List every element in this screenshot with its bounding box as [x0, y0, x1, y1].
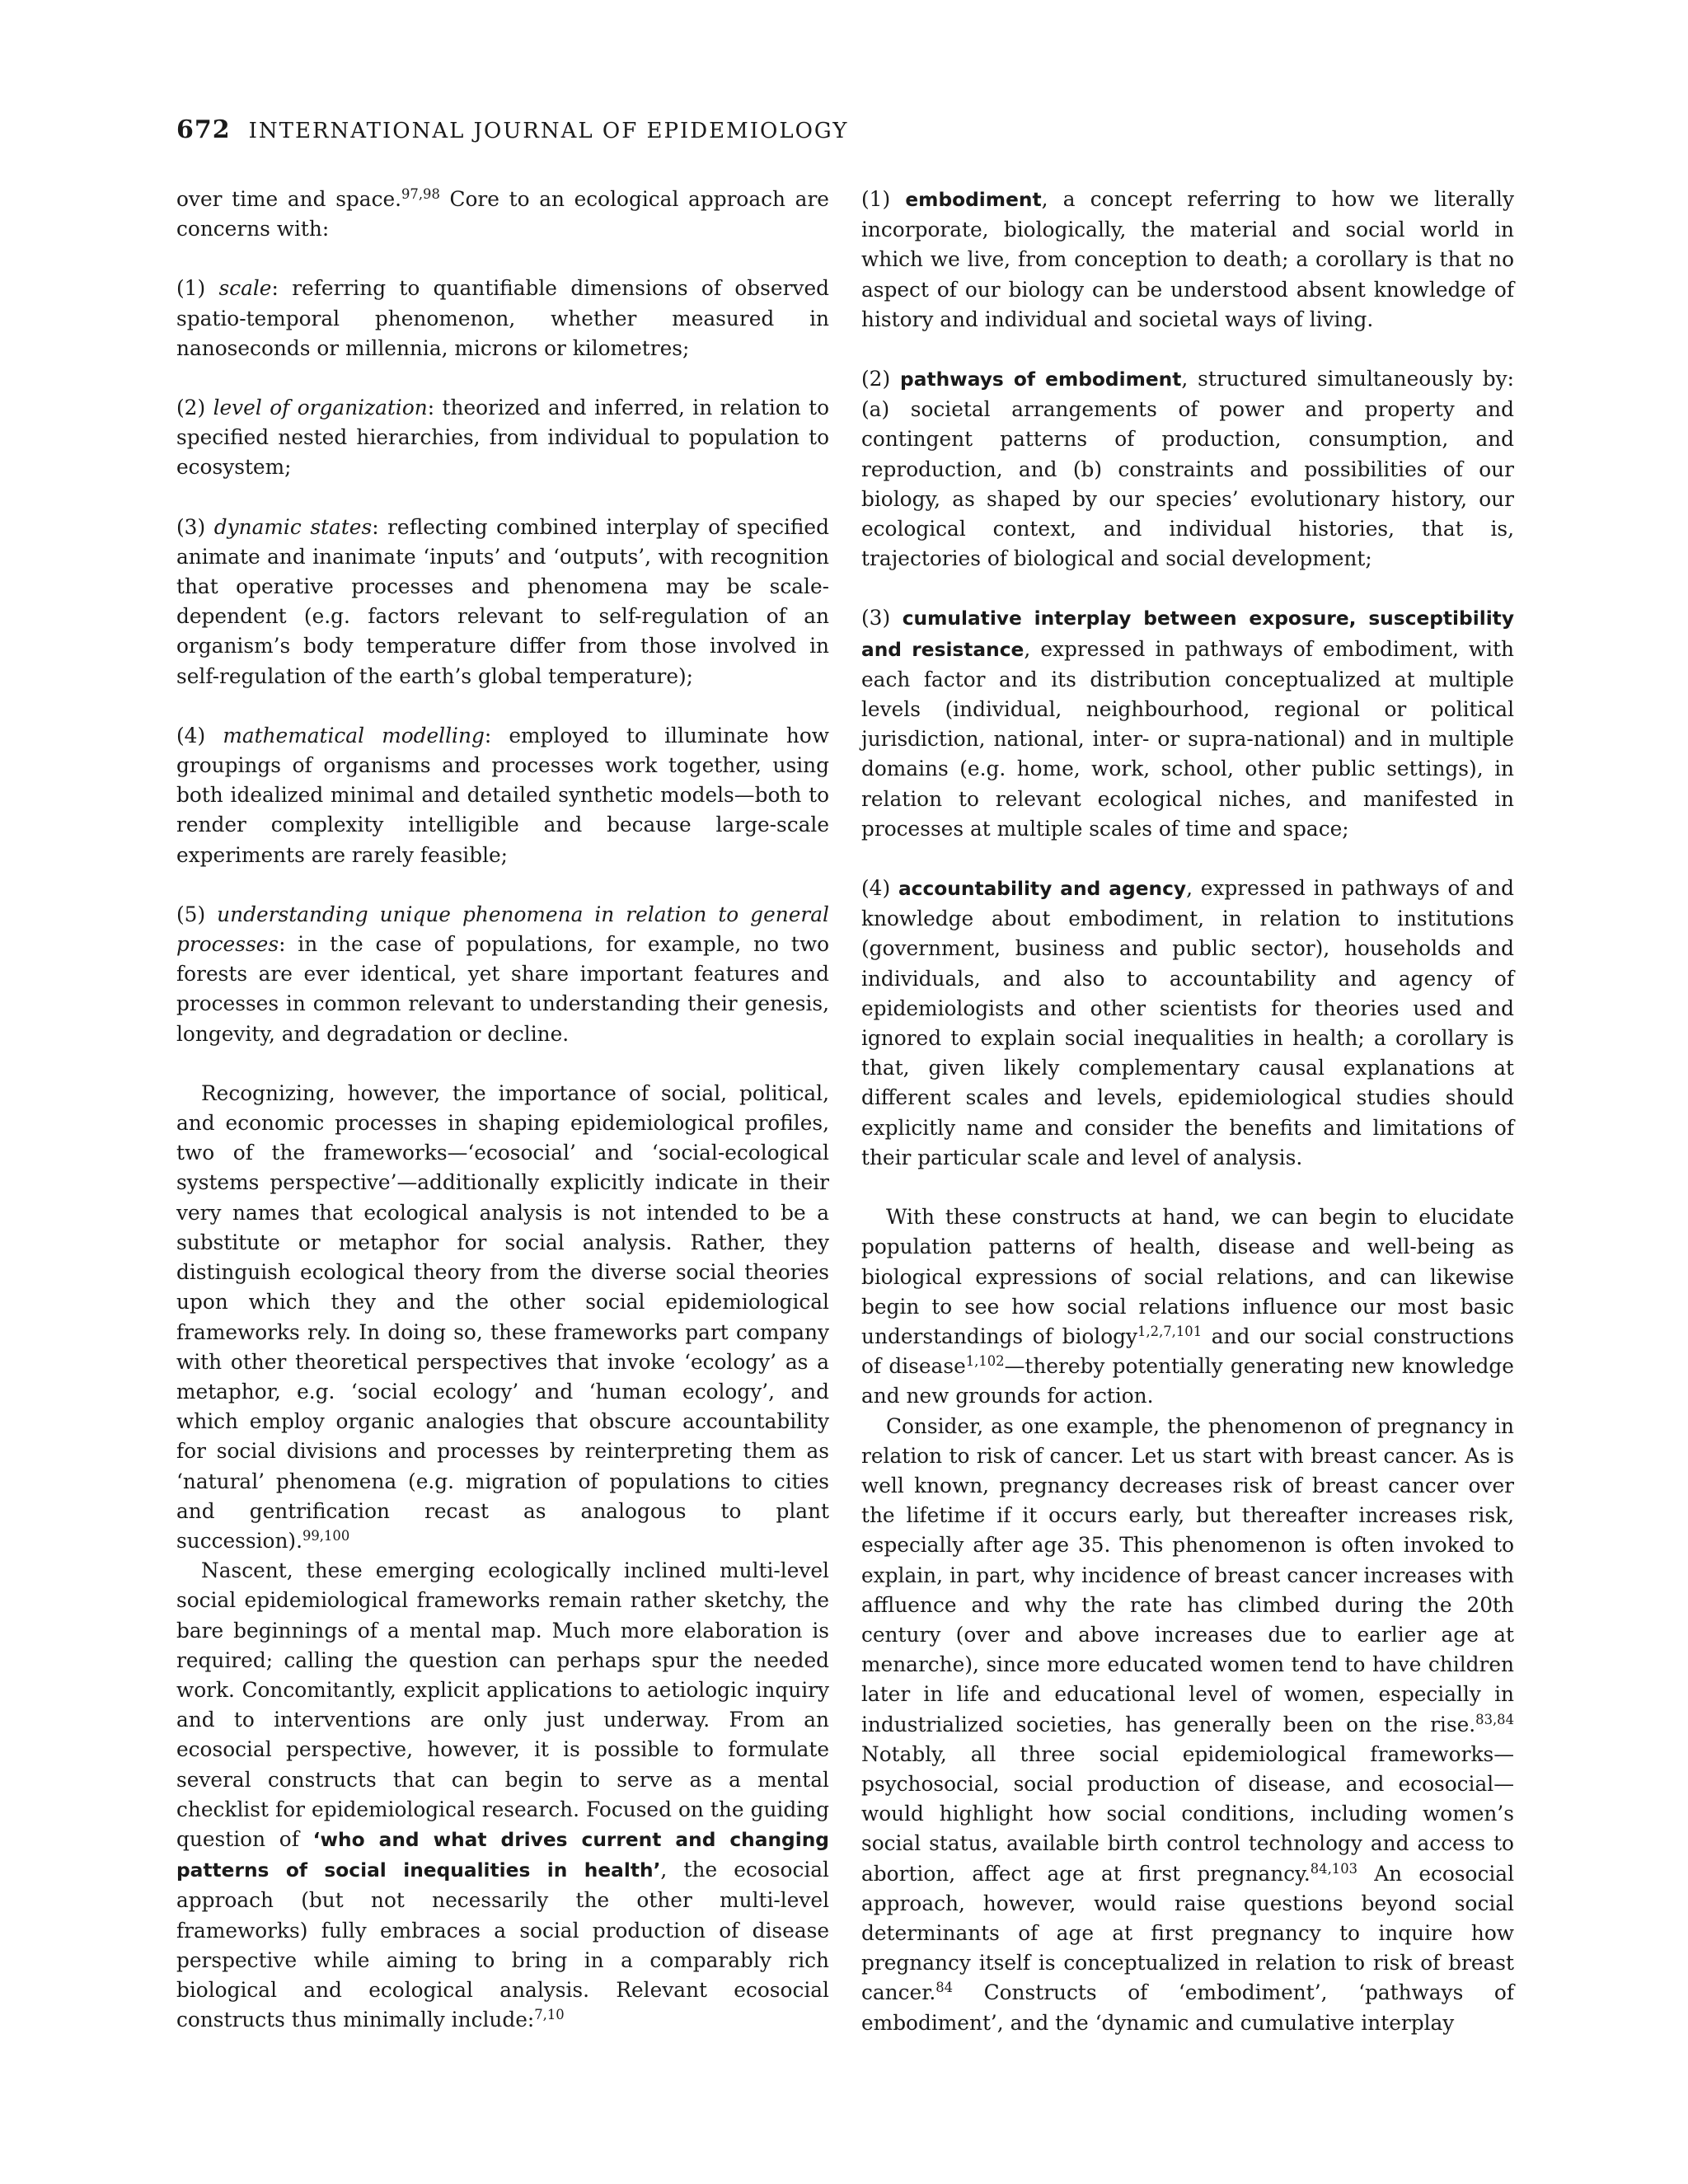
item-text: : in the case of populations, for example, no two forests are ever identical, yet share important features and processes in common relevant to understanding their genesis, longevity, and degradation or decline. [176, 932, 829, 1046]
journal-title: INTERNATIONAL JOURNAL OF EPIDEMIOLOGY [248, 119, 849, 143]
list-item [176, 900, 829, 1049]
citation: 97,98 [401, 186, 440, 202]
item-number: (5) [176, 902, 218, 926]
citation: 1,2,7,101 [1137, 1323, 1203, 1339]
text-run: Nascent, these emerging ecologically inclined multi-level social epidemiological frameworks remain rather sketchy, the bare beginnings of a mental map. Much more elaboration is required; calling the question can perhaps spur the needed work. Concomitantly, explicit applications to aetiologic inquiry and to interventions are only just underway. From an ecosocial perspective, however, it is possible to formulate several constructs that can begin to serve as a mental checklist for epidemiological research. Focused on the guiding question of [176, 1558, 829, 1851]
citation: 99,100 [302, 1527, 350, 1544]
item-text: , a concept referring to how we literally incorporate, biologically, the material and social world in which we live, from conception to death; a corollary is that no aspect of our biology can be understood absent knowledge of history and individual and societal ways of living. [861, 187, 1514, 331]
item-text: , expressed in pathways of and knowledge about embodiment, in relation to institutions (government, business and public sector), households and individuals, and also to accountability and agency of epidemiologists and other scientists for theories used and ignored to explain social inequalities in health; a corollary is that, given likely complementary causal explanations at different scales and levels, epidemiological studies should explicitly name and consider the benefits and limitations of their particular scale and level of analysis. [861, 876, 1514, 1169]
paragraph [861, 1202, 1514, 1411]
text-run: and our social constructions of disease [861, 1324, 1514, 1379]
list-item [176, 721, 829, 870]
text-run: Recognizing, however, the importance of social, political, and economic processes in shaping epidemiological profiles, two of the frameworks—‘ecosocial’ and ‘social-ecological systems perspective’—additionally explicitly indicate in their very names that ecological analysis is not intended to be a substitute or metaphor for social analysis. Rather, they distinguish ecological theory from the diverse social theories upon which they and the other social epidemiological frameworks rely. In doing so, these frameworks part company with other theoretical perspectives that invoke ‘ecology’ as a metaphor, e.g. ‘social ecology’ and ‘human ecology’, and which employ organic analogies that obscure accountability for social divisions and processes by reinterpreting them as ‘natural’ phenomena (e.g. migration of populations to cities and gentrification recast as analogous to plant succession). [176, 1080, 829, 1553]
item-term: scale [218, 276, 272, 301]
paragraph [861, 1412, 1514, 2038]
text-run: An ecosocial approach, however, would raise questions beyond social determinants of age at first pregnancy to inquire how pregnancy itself is conceptualized in relation to risk of breast cancer. [861, 1861, 1514, 2005]
list-item [861, 874, 1514, 1173]
list-item [861, 185, 1514, 335]
list-item [861, 603, 1514, 844]
list-item [861, 364, 1514, 574]
citation: 83,84 [1475, 1711, 1514, 1727]
text-run: —thereby potentially generating new knowledge and new grounds for action. [861, 1354, 1514, 1408]
text-run: Notably, all three social epidemiological frameworks—psychosocial, social production of disease, and ecosocial—would highlight how social conditions, including women’s social status, available birth control technology and access to abortion, affect age at first pregnancy. [861, 1741, 1514, 1886]
item-number: (3) [176, 514, 214, 539]
item-text: : reflecting combined interplay of specified animate and inanimate ‘inputs’ and ‘outputs’, with recognition that operative processes and phenomena may be scale-dependent (e.g. factors relevant to self-regulation of an organism’s body temperature differ from those involved in self-regulation of the earth’s global temperature); [176, 514, 829, 688]
text-run: Core to an ecological approach are concerns with: [176, 187, 829, 241]
list-item [176, 513, 829, 691]
paragraph [176, 185, 829, 244]
item-text: : referring to quantifiable dimensions of observed spatio-temporal phenomenon, whether measured in nanoseconds or millennia, microns or kilometres; [176, 276, 829, 360]
item-number: (2) [861, 367, 901, 391]
item-term: dynamic states [213, 514, 373, 539]
paragraph [176, 1079, 829, 1556]
list-item [176, 393, 829, 483]
item-text: , expressed in pathways of embodiment, with each factor and its distribution conceptualized at multiple levels (individual, neighbourhood, regional or political jurisdiction, national, inter- or supra-national) and in multiple domains (e.g. home, work, school, other public settings), in relation to relevant ecological niches, and manifested in processes at multiple scales of time and space; [861, 636, 1515, 841]
list-item [176, 274, 829, 363]
item-number: (1) [176, 276, 219, 301]
item-text: , structured simultaneously by: (a) societal arrangements of power and property and contingent patterns of production, consumption, and reproduction, and (b) constraints and possibilities of our biology, as shaped by our species’ evolutionary history, our ecological context, and individual histories, that is, trajectories of biological and social development; [861, 367, 1515, 571]
item-number: (4) [176, 723, 223, 748]
item-term: understanding unique phenomena in relation to general processes [176, 902, 829, 957]
item-term: pathways of embodiment [900, 368, 1182, 391]
citation: 84 [935, 1980, 954, 1996]
citation: 1,102 [965, 1353, 1005, 1370]
item-number: (3) [861, 606, 903, 630]
item-term: cumulative interplay between exposure, susceptibility and resistance [861, 607, 1514, 661]
item-number: (4) [861, 876, 898, 901]
text-run: , the ecosocial approach (but not necessarily the other multi-level frameworks) fully embraces a social production of disease perspective while aiming to bring in a comparably rich biological and ecological analysis. Relevant ecosocial constructs thus minimally include: [176, 1858, 829, 2032]
citation: 84,103 [1310, 1860, 1358, 1877]
text-run: Consider, as one example, the phenomenon of pregnancy in relation to risk of cancer. Let us start with breast cancer. As is well known, pregnancy decreases risk of breast cancer over the lifetime if it occurs early, but thereafter increases risk, especially after age 35. This phenomenon is often invoked to explain, in part, why incidence of breast cancer increases with affluence and why the rate has climbed during the 20th century (over and above increases due to earlier age at menarche), since more educated women tend to have children later in life and educational level of women, especially in industrialized societies, has generally been on the rise. [861, 1413, 1514, 1736]
left-column [176, 185, 829, 2035]
citation: 7,10 [534, 2007, 565, 2023]
item-term: accountability and agency [898, 878, 1187, 901]
text-run: over time and space. [176, 187, 402, 211]
item-term: mathematical modelling [223, 723, 485, 748]
text-run: With these constructs at hand, we can begin to elucidate population patterns of health, disease and well-being as biological expressions of social relations, and can likewise begin to see how social relations influence our most basic understandings of biology [861, 1205, 1514, 1348]
running-header [176, 115, 848, 144]
item-text: : employed to illuminate how groupings of organisms and processes work together, using both idealized minimal and detailed synthetic models—both to render complexity intelligible and because large-scale experiments are rarely feasible; [176, 723, 829, 867]
item-number: (1) [861, 187, 906, 211]
text-run: Constructs of ‘embodiment’, ‘pathways of embodiment’, and the ‘dynamic and cumulative interplay [861, 1980, 1514, 2035]
item-term: level of organization [213, 396, 428, 420]
right-column [861, 185, 1514, 2038]
item-number: (2) [176, 396, 213, 420]
paragraph [176, 1556, 829, 2035]
page-number: 672 [176, 115, 231, 144]
item-term: embodiment [905, 189, 1042, 211]
item-text: : theorized and inferred, in relation to specified nested hierarchies, from individual to population to ecosystem; [176, 396, 829, 480]
guiding-question: ‘who and what drives current and changing patterns of social inequalities in health’ [176, 1828, 829, 1882]
